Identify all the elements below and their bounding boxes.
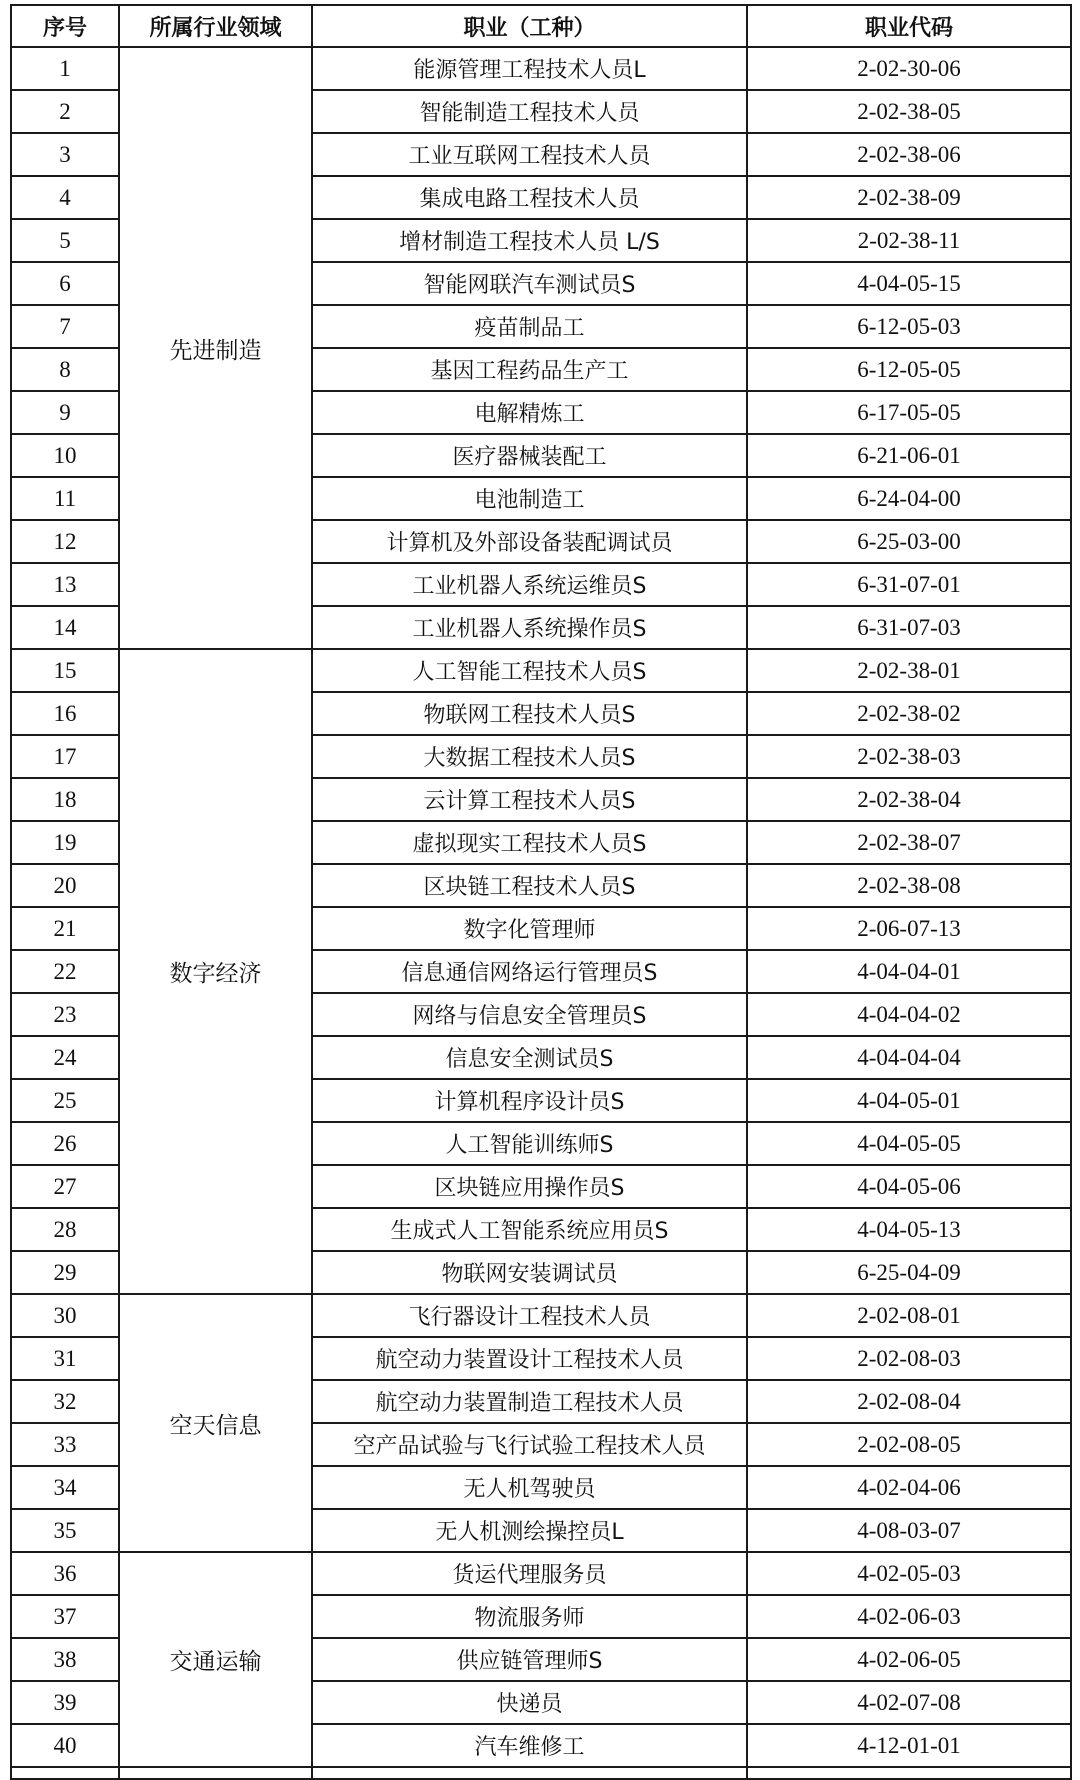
occupation-name: 货运代理服务员 bbox=[312, 1552, 747, 1595]
occupation-code: 4-04-05-15 bbox=[747, 262, 1071, 305]
occupation-name: 供应链管理师S bbox=[312, 1638, 747, 1681]
occupation-code: 4-02-06-05 bbox=[747, 1638, 1071, 1681]
row-number: 36 bbox=[11, 1552, 119, 1595]
row-number: 1 bbox=[11, 47, 119, 90]
occupation-name: 人工智能工程技术人员S bbox=[312, 649, 747, 692]
header-domain: 所属行业领域 bbox=[119, 5, 312, 47]
occupation-code: 4-04-05-01 bbox=[747, 1079, 1071, 1122]
occupation-name: 电解精炼工 bbox=[312, 391, 747, 434]
row-number: 25 bbox=[11, 1079, 119, 1122]
row-number: 20 bbox=[11, 864, 119, 907]
occupation-code: 6-12-05-03 bbox=[747, 305, 1071, 348]
occupation-name: 区块链工程技术人员S bbox=[312, 864, 747, 907]
industry-domain: 数字经济 bbox=[119, 649, 312, 1294]
occupation-code: 4-02-05-03 bbox=[747, 1552, 1071, 1595]
occupation-name: 飞行器设计工程技术人员 bbox=[312, 1294, 747, 1337]
occupation-name: 航空动力装置设计工程技术人员 bbox=[312, 1337, 747, 1380]
row-number: 29 bbox=[11, 1251, 119, 1294]
occupation-name: 工业机器人系统运维员S bbox=[312, 563, 747, 606]
row-number: 9 bbox=[11, 391, 119, 434]
row-number: 22 bbox=[11, 950, 119, 993]
row-number: 39 bbox=[11, 1681, 119, 1724]
occupation-name: 网络与信息安全管理员S bbox=[312, 993, 747, 1036]
occupation-name: 能源管理工程技术人员L bbox=[312, 47, 747, 90]
empty-cell bbox=[11, 1767, 119, 1779]
occupation-name: 信息安全测试员S bbox=[312, 1036, 747, 1079]
row-number: 17 bbox=[11, 735, 119, 778]
row-number: 6 bbox=[11, 262, 119, 305]
occupation-code: 4-02-07-08 bbox=[747, 1681, 1071, 1724]
table-row bbox=[11, 1552, 1071, 1595]
occupation-code: 6-21-06-01 bbox=[747, 434, 1071, 477]
occupation-code: 2-02-08-01 bbox=[747, 1294, 1071, 1337]
row-number: 16 bbox=[11, 692, 119, 735]
occupation-code: 6-25-03-00 bbox=[747, 520, 1071, 563]
occupation-code: 4-04-05-06 bbox=[747, 1165, 1071, 1208]
occupation-name: 无人机驾驶员 bbox=[312, 1466, 747, 1509]
occupation-name: 物流服务师 bbox=[312, 1595, 747, 1638]
row-number: 10 bbox=[11, 434, 119, 477]
occupation-name: 基因工程药品生产工 bbox=[312, 348, 747, 391]
occupation-code: 4-04-05-13 bbox=[747, 1208, 1071, 1251]
occupation-code: 2-02-38-09 bbox=[747, 176, 1071, 219]
occupation-name: 航空动力装置制造工程技术人员 bbox=[312, 1380, 747, 1423]
occupation-code: 2-02-38-07 bbox=[747, 821, 1071, 864]
header-row bbox=[11, 5, 1071, 47]
occupation-code: 2-02-38-04 bbox=[747, 778, 1071, 821]
occupation-code: 6-24-04-00 bbox=[747, 477, 1071, 520]
occupation-name: 汽车维修工 bbox=[312, 1724, 747, 1767]
row-number: 32 bbox=[11, 1380, 119, 1423]
occupation-code: 2-02-08-03 bbox=[747, 1337, 1071, 1380]
occupation-code: 4-04-04-04 bbox=[747, 1036, 1071, 1079]
occupation-name: 智能网联汽车测试员S bbox=[312, 262, 747, 305]
row-number: 2 bbox=[11, 90, 119, 133]
row-number: 31 bbox=[11, 1337, 119, 1380]
occupation-code: 2-02-38-03 bbox=[747, 735, 1071, 778]
row-number: 8 bbox=[11, 348, 119, 391]
occupation-code: 4-04-05-05 bbox=[747, 1122, 1071, 1165]
occupation-name: 计算机程序设计员S bbox=[312, 1079, 747, 1122]
occupation-name: 区块链应用操作员S bbox=[312, 1165, 747, 1208]
row-number: 18 bbox=[11, 778, 119, 821]
table-body bbox=[11, 47, 1071, 1779]
occupation-code: 6-17-05-05 bbox=[747, 391, 1071, 434]
occupation-name: 工业互联网工程技术人员 bbox=[312, 133, 747, 176]
header-job: 职业（工种） bbox=[312, 5, 747, 47]
occupation-name: 生成式人工智能系统应用员S bbox=[312, 1208, 747, 1251]
row-number: 28 bbox=[11, 1208, 119, 1251]
row-number: 3 bbox=[11, 133, 119, 176]
table-row bbox=[11, 47, 1071, 90]
industry-domain: 空天信息 bbox=[119, 1294, 312, 1552]
occupation-code: 4-04-04-01 bbox=[747, 950, 1071, 993]
row-number: 27 bbox=[11, 1165, 119, 1208]
occupation-name: 信息通信网络运行管理员S bbox=[312, 950, 747, 993]
occupation-name: 物联网工程技术人员S bbox=[312, 692, 747, 735]
row-number: 14 bbox=[11, 606, 119, 649]
row-number: 37 bbox=[11, 1595, 119, 1638]
header-no: 序号 bbox=[11, 5, 119, 47]
occupation-code: 6-31-07-01 bbox=[747, 563, 1071, 606]
occupation-name: 大数据工程技术人员S bbox=[312, 735, 747, 778]
occupation-table bbox=[10, 4, 1072, 1780]
occupation-name: 疫苗制品工 bbox=[312, 305, 747, 348]
occupation-name: 快递员 bbox=[312, 1681, 747, 1724]
occupation-name: 智能制造工程技术人员 bbox=[312, 90, 747, 133]
occupation-code: 4-08-03-07 bbox=[747, 1509, 1071, 1552]
occupation-name: 无人机测绘操控员L bbox=[312, 1509, 747, 1552]
occupation-name: 工业机器人系统操作员S bbox=[312, 606, 747, 649]
occupation-name: 空产品试验与飞行试验工程技术人员 bbox=[312, 1423, 747, 1466]
row-number: 26 bbox=[11, 1122, 119, 1165]
occupation-name: 计算机及外部设备装配调试员 bbox=[312, 520, 747, 563]
occupation-code: 4-02-06-03 bbox=[747, 1595, 1071, 1638]
header-code: 职业代码 bbox=[747, 5, 1071, 47]
occupation-name: 医疗器械装配工 bbox=[312, 434, 747, 477]
row-number: 11 bbox=[11, 477, 119, 520]
occupation-name: 增材制造工程技术人员 L/S bbox=[312, 219, 747, 262]
row-number: 7 bbox=[11, 305, 119, 348]
occupation-code: 2-02-08-05 bbox=[747, 1423, 1071, 1466]
occupation-name: 虚拟现实工程技术人员S bbox=[312, 821, 747, 864]
occupation-name: 云计算工程技术人员S bbox=[312, 778, 747, 821]
row-number: 30 bbox=[11, 1294, 119, 1337]
table-row bbox=[11, 649, 1071, 692]
occupation-name: 电池制造工 bbox=[312, 477, 747, 520]
row-number: 33 bbox=[11, 1423, 119, 1466]
row-number: 12 bbox=[11, 520, 119, 563]
occupation-name: 集成电路工程技术人员 bbox=[312, 176, 747, 219]
occupation-code: 4-02-04-06 bbox=[747, 1466, 1071, 1509]
occupation-code: 6-31-07-03 bbox=[747, 606, 1071, 649]
row-number: 38 bbox=[11, 1638, 119, 1681]
table-row-continuation bbox=[11, 1767, 1071, 1779]
row-number: 15 bbox=[11, 649, 119, 692]
row-number: 13 bbox=[11, 563, 119, 606]
empty-cell bbox=[312, 1767, 747, 1779]
occupation-code: 2-02-38-05 bbox=[747, 90, 1071, 133]
occupation-name: 人工智能训练师S bbox=[312, 1122, 747, 1165]
occupation-code: 4-04-04-02 bbox=[747, 993, 1071, 1036]
occupation-code: 2-02-38-11 bbox=[747, 219, 1071, 262]
row-number: 35 bbox=[11, 1509, 119, 1552]
occupation-code: 2-06-07-13 bbox=[747, 907, 1071, 950]
row-number: 21 bbox=[11, 907, 119, 950]
row-number: 5 bbox=[11, 219, 119, 262]
row-number: 4 bbox=[11, 176, 119, 219]
row-number: 34 bbox=[11, 1466, 119, 1509]
occupation-code: 2-02-38-02 bbox=[747, 692, 1071, 735]
row-number: 19 bbox=[11, 821, 119, 864]
industry-domain: 先进制造 bbox=[119, 47, 312, 649]
row-number: 24 bbox=[11, 1036, 119, 1079]
occupation-code: 2-02-30-06 bbox=[747, 47, 1071, 90]
row-number: 40 bbox=[11, 1724, 119, 1767]
row-number: 23 bbox=[11, 993, 119, 1036]
occupation-code: 2-02-08-04 bbox=[747, 1380, 1071, 1423]
occupation-code: 6-25-04-09 bbox=[747, 1251, 1071, 1294]
occupation-code: 2-02-38-01 bbox=[747, 649, 1071, 692]
occupation-code: 2-02-38-06 bbox=[747, 133, 1071, 176]
empty-cell bbox=[747, 1767, 1071, 1779]
occupation-name: 数字化管理师 bbox=[312, 907, 747, 950]
occupation-code: 2-02-38-08 bbox=[747, 864, 1071, 907]
occupation-code: 4-12-01-01 bbox=[747, 1724, 1071, 1767]
table-row bbox=[11, 1294, 1071, 1337]
empty-cell bbox=[119, 1767, 312, 1779]
industry-domain: 交通运输 bbox=[119, 1552, 312, 1767]
occupation-name: 物联网安装调试员 bbox=[312, 1251, 747, 1294]
occupation-code: 6-12-05-05 bbox=[747, 348, 1071, 391]
